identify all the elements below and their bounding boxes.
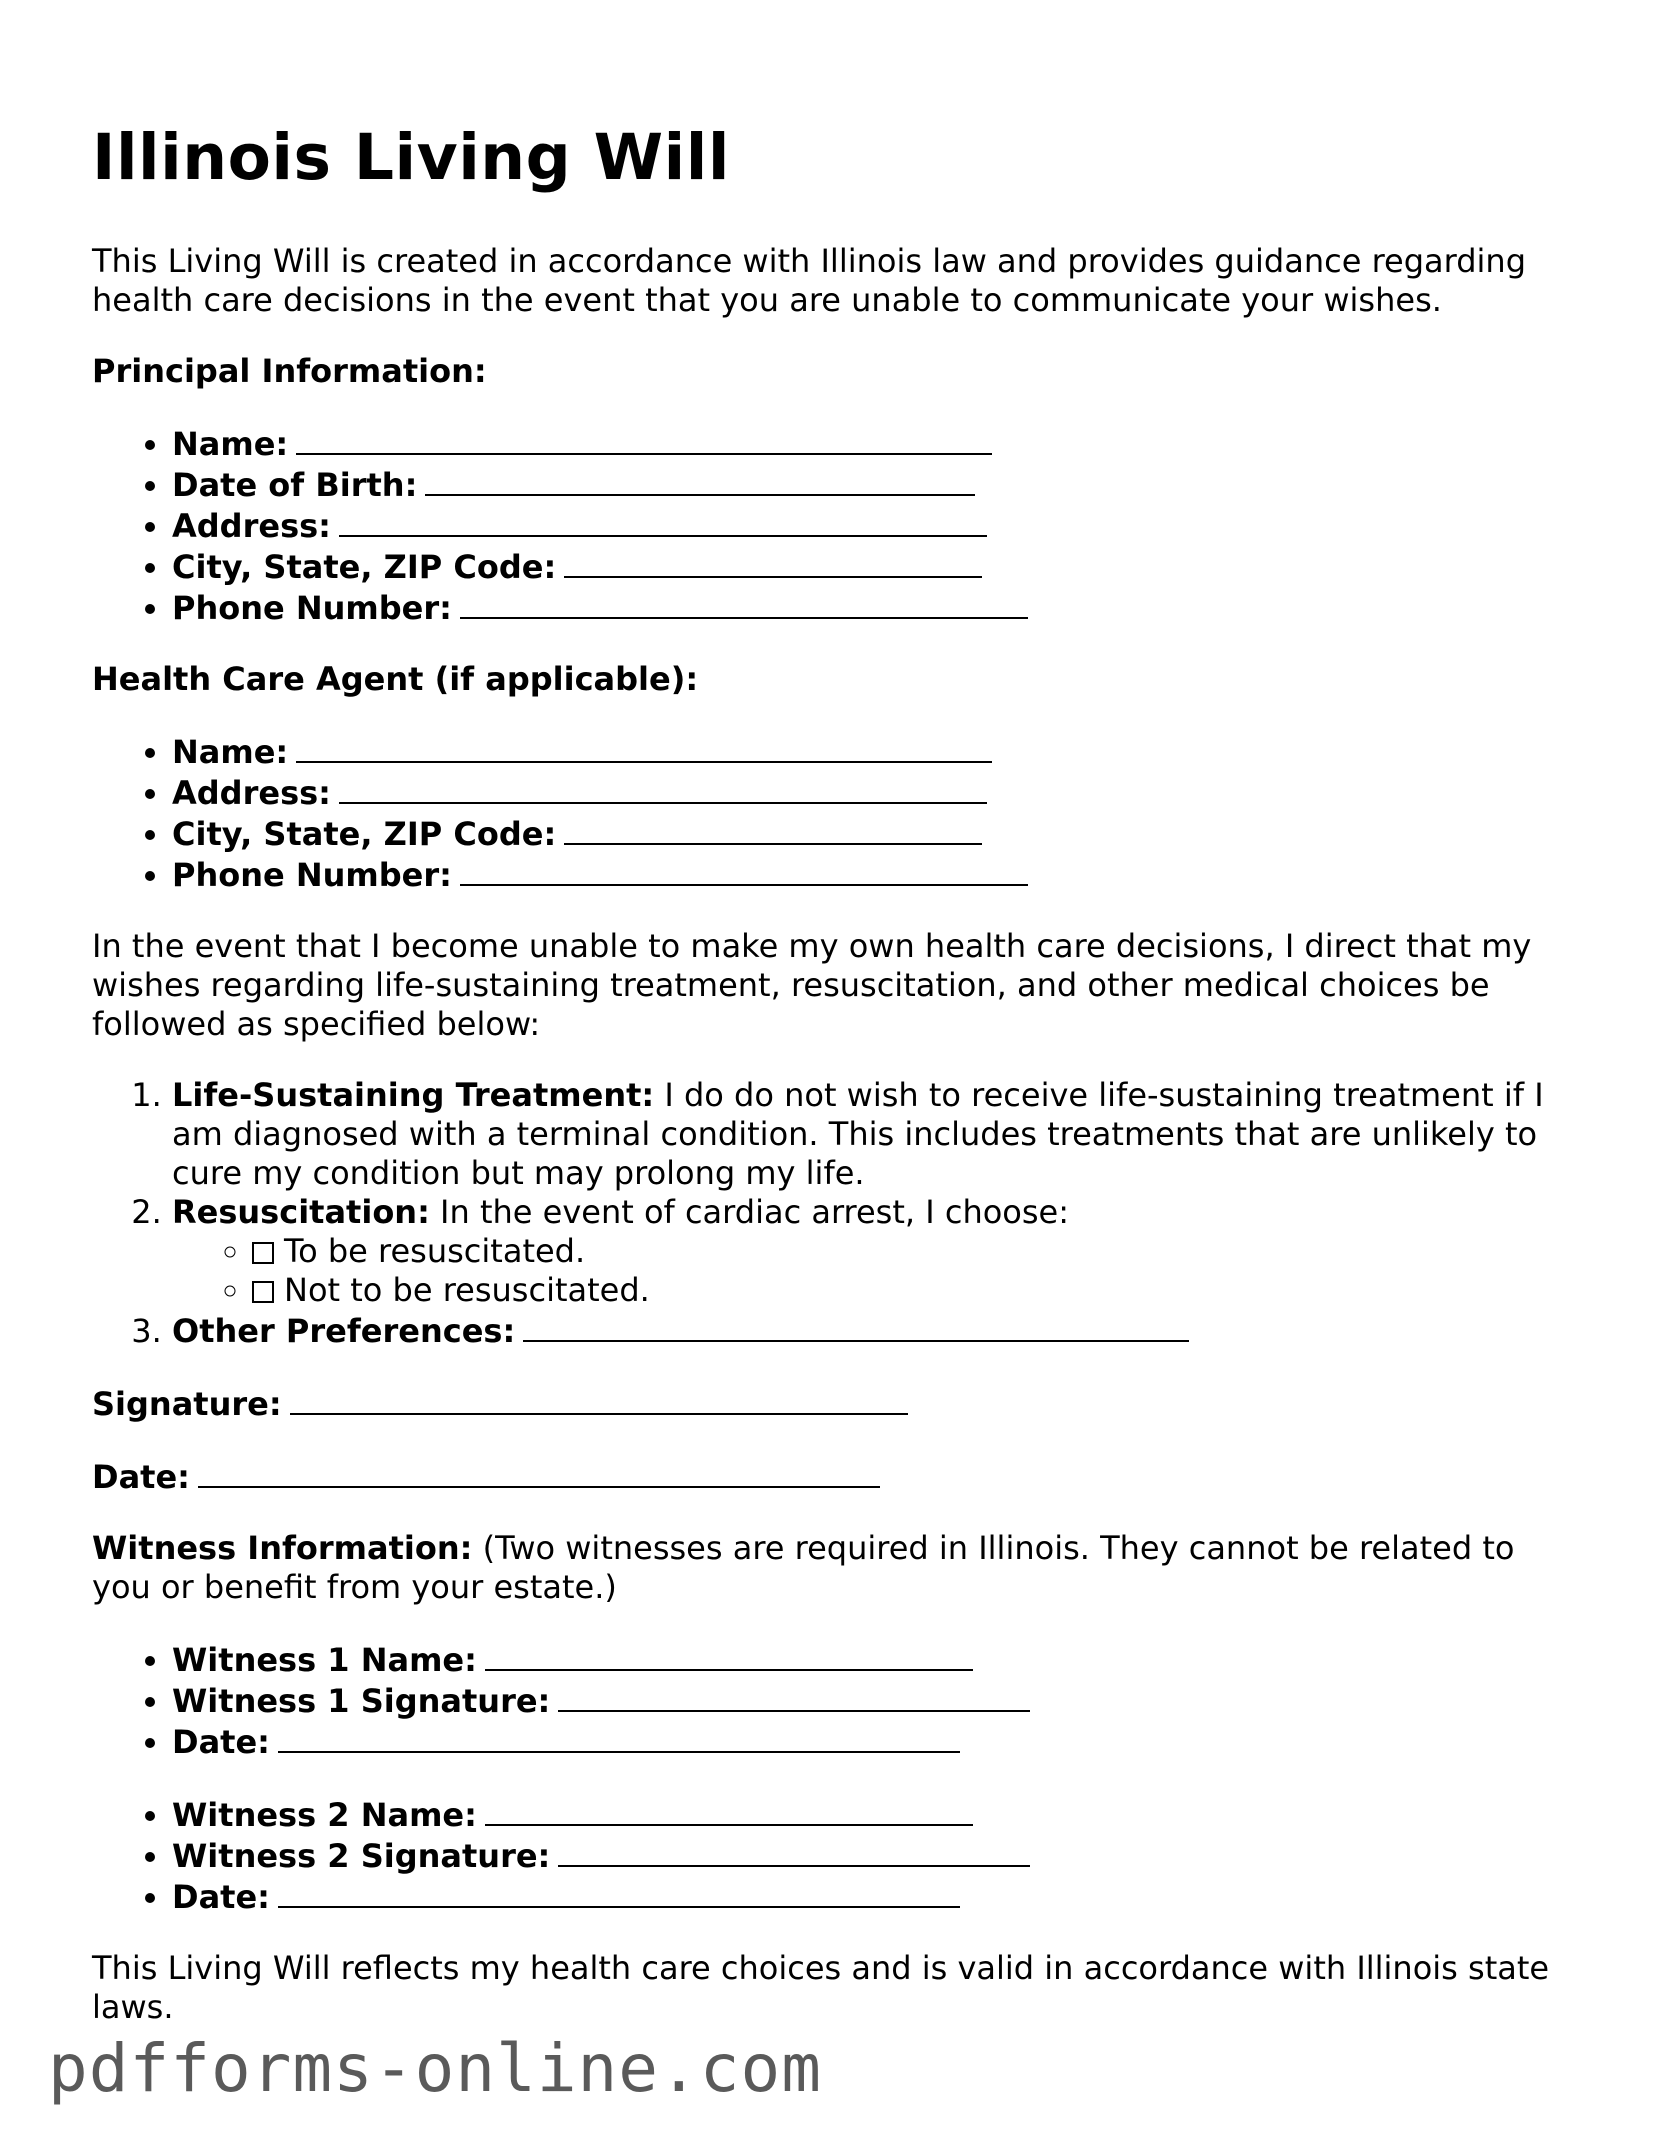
directive-other (172, 1310, 1572, 1351)
principal-dob-field (172, 464, 1572, 505)
agent-address-field (172, 772, 1572, 813)
agent-phone-field (172, 854, 1572, 895)
agent-fields (92, 731, 1572, 895)
principal-fields (92, 423, 1572, 628)
agent-phone-blank[interactable] (460, 854, 1028, 886)
agent-city-blank[interactable] (564, 813, 982, 845)
other-preferences-label: Other Preferences: (172, 1311, 516, 1350)
signature-label: Signature: (92, 1384, 282, 1423)
directive-list (92, 1076, 1572, 1351)
document-page (92, 100, 1572, 2059)
witness-1-name-field (172, 1639, 1572, 1680)
signature-blank[interactable] (290, 1383, 908, 1415)
agent-phone-label: Phone Number: (172, 855, 452, 894)
agent-address-blank[interactable] (339, 772, 987, 804)
agent-city-label: City, State, ZIP Code: (172, 814, 557, 853)
date-blank[interactable] (198, 1456, 880, 1488)
date-field (92, 1456, 1572, 1497)
treatment-label: Life-Sustaining Treatment: (172, 1075, 655, 1114)
directive-intro: In the event that I become unable to make my own health care decisions, I direct that my wishes regarding life-sustaining treatment, resuscitation, and other medical choices be followed as specified below: (92, 926, 1532, 1043)
signature-field (92, 1383, 1572, 1424)
witness-2-name-field (172, 1794, 1572, 1835)
witness-1-date-field (172, 1721, 1572, 1762)
principal-phone-blank[interactable] (460, 587, 1028, 619)
witness-1-date-blank[interactable] (278, 1721, 960, 1753)
witness-info (92, 1529, 1572, 1607)
witness-heading: Witness Information: (92, 1528, 473, 1567)
option-resuscitate-label: To be resuscitated. (284, 1231, 586, 1270)
witness-1-name-label: Witness 1 Name: (172, 1640, 477, 1679)
witness-1-signature-field (172, 1680, 1572, 1721)
witness-1-signature-label: Witness 1 Signature: (172, 1681, 551, 1720)
checkbox-resuscitate[interactable] (252, 1242, 274, 1264)
principal-address-field (172, 505, 1572, 546)
directive-resuscitation (172, 1193, 1572, 1310)
other-preferences-blank[interactable] (523, 1310, 1189, 1342)
resuscitation-text: In the event of cardiac arrest, I choose: (429, 1192, 1070, 1231)
watermark: pdfforms-online.com (48, 2030, 822, 2107)
agent-address-label: Address: (172, 773, 331, 812)
agent-name-label: Name: (172, 732, 289, 771)
principal-city-blank[interactable] (564, 546, 982, 578)
date-label: Date: (92, 1457, 190, 1496)
principal-phone-field (172, 587, 1572, 628)
agent-heading: Health Care Agent (if applicable): (92, 659, 699, 698)
principal-address-blank[interactable] (339, 505, 987, 537)
witness-1-fields (92, 1639, 1572, 1762)
principal-dob-blank[interactable] (425, 464, 975, 496)
principal-dob-label: Date of Birth: (172, 465, 418, 504)
witness-2-signature-label: Witness 2 Signature: (172, 1836, 551, 1875)
principal-city-label: City, State, ZIP Code: (172, 547, 557, 586)
intro-paragraph: This Living Will is created in accordance with Illinois law and provides guidance regarding health care decisions in the event that you are unable to communicate your wishes. (92, 241, 1527, 319)
treatment-text: I do do not wish to receive life-sustaining treatment if I am diagnosed with a terminal condition. This includes treatments that are unlikely to cure my condition but may prolong my life. (172, 1075, 1544, 1192)
principal-phone-label: Phone Number: (172, 588, 452, 627)
witness-2-name-label: Witness 2 Name: (172, 1795, 477, 1834)
witness-1-date-label: Date: (172, 1722, 270, 1761)
principal-name-blank[interactable] (296, 423, 992, 455)
witness-2-signature-blank[interactable] (558, 1835, 1030, 1867)
resuscitation-label: Resuscitation: (172, 1192, 430, 1231)
closing-paragraph: This Living Will reflects my health care choices and is valid in accordance with Illinois state laws. (92, 1948, 1550, 2026)
option-no-resuscitate-label: Not to be resuscitated. (284, 1270, 650, 1309)
witness-note: (Two witnesses are required in Illinois. They cannot be related to you or benefit from your estate.) (92, 1528, 1515, 1606)
directive-treatment (172, 1076, 1572, 1193)
witness-2-name-blank[interactable] (485, 1794, 973, 1826)
agent-city-field (172, 813, 1572, 854)
witness-2-date-label: Date: (172, 1877, 270, 1916)
page-title: Illinois Living Will (92, 121, 730, 194)
option-no-resuscitate (252, 1271, 1572, 1310)
agent-name-blank[interactable] (296, 731, 992, 763)
witness-1-signature-blank[interactable] (558, 1680, 1030, 1712)
option-resuscitate (252, 1232, 1572, 1271)
principal-city-field (172, 546, 1572, 587)
witness-2-signature-field (172, 1835, 1572, 1876)
witness-2-date-field (172, 1876, 1572, 1917)
principal-heading: Principal Information: (92, 351, 487, 390)
witness-2-fields (92, 1794, 1572, 1917)
principal-name-field (172, 423, 1572, 464)
principal-name-label: Name: (172, 424, 289, 463)
principal-address-label: Address: (172, 506, 331, 545)
witness-2-date-blank[interactable] (278, 1876, 960, 1908)
witness-1-name-blank[interactable] (485, 1639, 973, 1671)
checkbox-no-resuscitate[interactable] (252, 1281, 274, 1303)
agent-name-field (172, 731, 1572, 772)
resuscitation-options (172, 1232, 1572, 1310)
